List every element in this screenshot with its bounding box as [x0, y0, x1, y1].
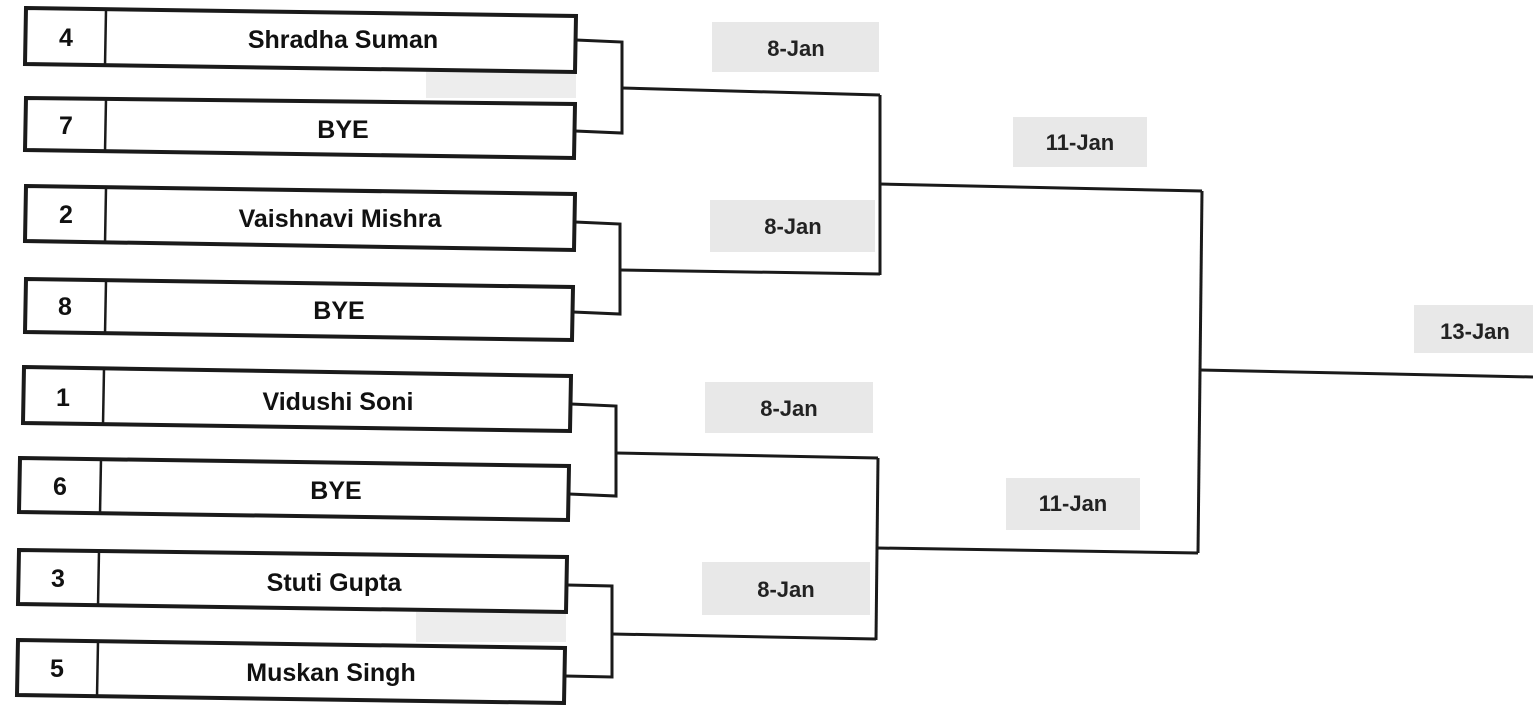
- seed-number: 1: [56, 384, 70, 412]
- entry-row: [25, 186, 575, 250]
- player-name: BYE: [313, 297, 365, 325]
- bracket-connector: [877, 548, 1198, 553]
- svg-text:11-Jan: 11-Jan: [1045, 130, 1115, 155]
- bracket-connector: [880, 184, 1202, 191]
- seed-number: 8: [58, 293, 72, 321]
- player-name: BYE: [310, 477, 362, 505]
- svg-text:8-Jan: 8-Jan: [767, 36, 825, 61]
- bracket-connector: [569, 404, 616, 496]
- svg-text:8-Jan: 8-Jan: [764, 214, 822, 239]
- round1-date-label: [710, 200, 875, 252]
- round1-date-label: [705, 382, 873, 433]
- player-name: Shradha Suman: [247, 26, 439, 54]
- svg-text:8-Jan: 8-Jan: [757, 577, 815, 602]
- bracket-connector: [620, 270, 880, 274]
- entry-row: [17, 640, 565, 703]
- scan-smudge: [416, 612, 566, 642]
- bracket-connector: [1200, 370, 1533, 377]
- entry-row: [25, 8, 576, 72]
- round2-date-label: [1013, 117, 1147, 167]
- player-name: Vaishnavi Mishra: [238, 205, 442, 233]
- seed-number: 7: [59, 112, 73, 140]
- bracket-connector: [616, 453, 878, 458]
- entry-row: [23, 367, 571, 431]
- svg-text:11-Jan: 11-Jan: [1038, 491, 1108, 516]
- bracket-connector: [573, 222, 620, 314]
- player-name: Vidushi Soni: [262, 388, 414, 416]
- seed-number: 5: [50, 655, 64, 683]
- final-date-label: [1414, 305, 1533, 353]
- entry-row: [25, 279, 573, 340]
- svg-text:13-Jan: 13-Jan: [1440, 319, 1510, 344]
- seed-number: 2: [59, 201, 73, 229]
- bracket-connector: [612, 634, 876, 639]
- round1-date-label: [712, 22, 879, 72]
- bracket-connector: [565, 585, 612, 677]
- scan-smudge: [426, 70, 576, 98]
- bracket-connector: [622, 88, 880, 95]
- entry-row: [25, 98, 575, 158]
- seed-number: 3: [51, 565, 65, 593]
- bracket-connector: [575, 40, 622, 133]
- entry-row: [18, 550, 567, 612]
- round1-date-label: [702, 562, 870, 615]
- entry-row: [19, 458, 569, 520]
- round2-date-label: [1006, 478, 1140, 530]
- player-name: BYE: [317, 116, 369, 144]
- player-name: Stuti Gupta: [266, 569, 402, 597]
- bracket-connector: [1198, 191, 1202, 553]
- seed-number: 4: [59, 24, 73, 52]
- player-name: Muskan Singh: [246, 659, 416, 687]
- seed-number: 6: [53, 473, 67, 501]
- svg-text:8-Jan: 8-Jan: [760, 396, 818, 421]
